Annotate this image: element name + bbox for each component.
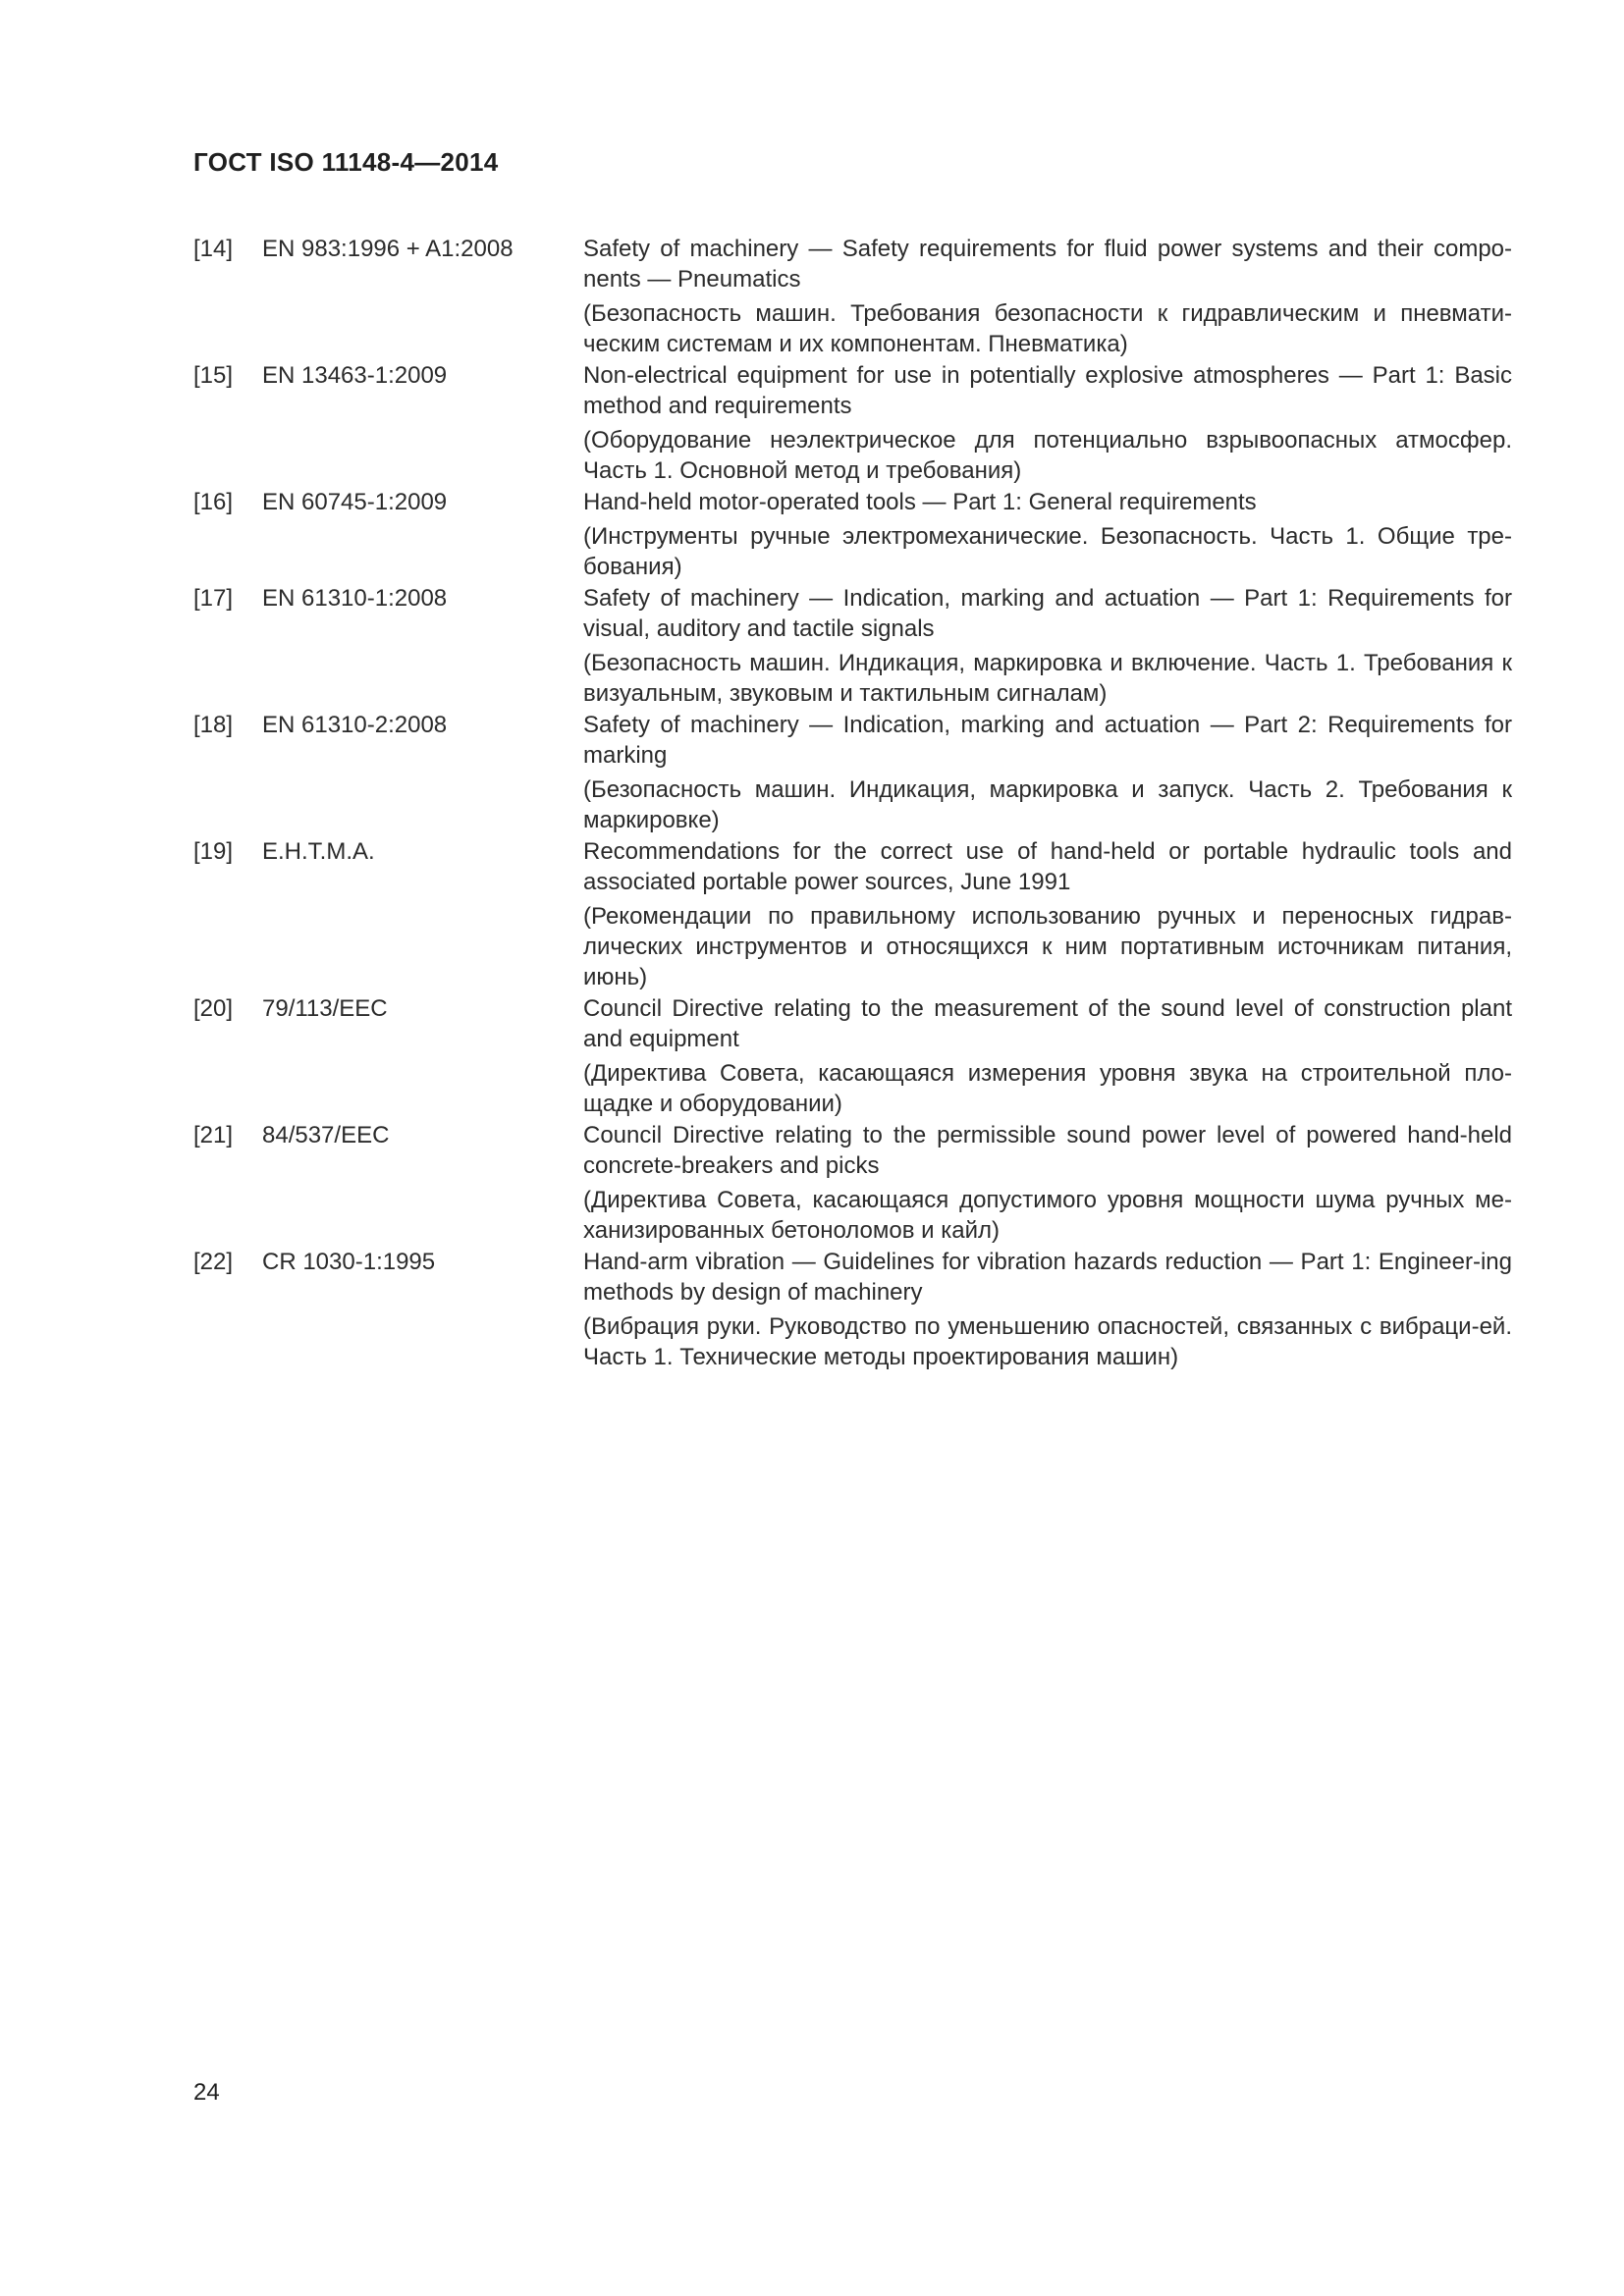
reference-title-en: Hand-held motor-operated tools — Part 1: General requirements	[583, 489, 1257, 515]
reference-number: [19]	[193, 838, 234, 865]
reference-entry	[193, 583, 1519, 710]
reference-entry	[193, 1120, 1519, 1247]
reference-number: [17]	[193, 585, 234, 612]
reference-number: [20]	[193, 995, 234, 1022]
reference-code: CR 1030-1:1995	[262, 1249, 436, 1275]
reference-title-en: Safety of machinery — Indication, marking and actuation — Part 1: Requirements for visual, auditory and tactile signals	[583, 585, 1512, 642]
reference-title-ru: (Вибрация руки. Руководство по уменьшению опасностей, связанных с вибраци-ей. Часть 1. Технические методы проектирования машин)	[583, 1313, 1512, 1370]
reference-title-ru: (Безопасность машин. Индикация, маркировка и запуск. Часть 2. Требования к маркировке)	[583, 776, 1512, 833]
reference-title-en: Non-electrical equipment for use in potentially explosive atmospheres — Part 1: Basic method and requirements	[583, 362, 1512, 419]
reference-code: E.H.T.M.A.	[262, 838, 375, 865]
page-number: 24	[193, 2079, 220, 2106]
reference-title-en: Council Directive relating to the measurement of the sound level of construction plant and equipment	[583, 995, 1512, 1052]
reference-code: EN 61310-2:2008	[262, 712, 448, 738]
reference-title-ru: (Оборудование неэлектрическое для потенциально взрывоопасных атмосфер. Часть 1. Основной метод и требования)	[583, 427, 1512, 484]
reference-number: [18]	[193, 712, 234, 738]
reference-number: [22]	[193, 1249, 234, 1275]
reference-title-en: Hand-arm vibration — Guidelines for vibration hazards reduction — Part 1: Engineer-ing methods by design of machinery	[583, 1249, 1512, 1306]
reference-title-ru: (Рекомендации по правильному использованию ручных и переносных гидрав-лических инструментов и относящихся к ним портативным источникам питания, июнь)	[583, 903, 1512, 990]
reference-title-ru: (Директива Совета, касающаяся допустимого уровня мощности шума ручных ме-ханизированных бетоноломов и кайл)	[583, 1187, 1512, 1244]
reference-code: EN 13463-1:2009	[262, 362, 448, 389]
reference-entry	[193, 710, 1519, 836]
reference-number: [14]	[193, 236, 234, 262]
reference-code: 79/113/EEC	[262, 995, 388, 1022]
reference-number: [21]	[193, 1122, 234, 1148]
reference-title-en: Council Directive relating to the permissible sound power level of powered hand-held concrete-breakers and picks	[583, 1122, 1512, 1179]
reference-entry	[193, 360, 1519, 487]
reference-entry	[193, 1247, 1519, 1373]
reference-entry	[193, 234, 1519, 360]
reference-title-ru: (Безопасность машин. Требования безопасности к гидравлическим и пневмати-ческим системам и их компонентам. Пневматика)	[583, 300, 1512, 357]
reference-entry	[193, 993, 1519, 1120]
reference-code: EN 60745-1:2009	[262, 489, 448, 515]
reference-number: [15]	[193, 362, 234, 389]
reference-code: EN 983:1996 + A1:2008	[262, 236, 514, 262]
reference-title-ru: (Директива Совета, касающаяся измерения уровня звука на строительной пло-щадке и оборудовании)	[583, 1060, 1512, 1117]
bibliography-list	[193, 234, 1519, 1373]
document-header: ГОСТ ISO 11148-4—2014	[193, 147, 499, 177]
reference-number: [16]	[193, 489, 234, 515]
reference-title-en: Recommendations for the correct use of hand-held or portable hydraulic tools and associated portable power sources, June 1991	[583, 838, 1512, 895]
reference-code: 84/537/EEC	[262, 1122, 390, 1148]
reference-title-ru: (Инструменты ручные электромеханические. Безопасность. Часть 1. Общие тре-бования)	[583, 523, 1512, 580]
reference-title-ru: (Безопасность машин. Индикация, маркировка и включение. Часть 1. Требования к визуальным, звуковым и тактильным сигналам)	[583, 650, 1512, 707]
reference-title-en: Safety of machinery — Safety requirements for fluid power systems and their compo-nents — Pneumatics	[583, 236, 1512, 293]
reference-entry	[193, 836, 1519, 993]
reference-code: EN 61310-1:2008	[262, 585, 448, 612]
reference-entry	[193, 487, 1519, 583]
reference-title-en: Safety of machinery — Indication, marking and actuation — Part 2: Requirements for marking	[583, 712, 1512, 769]
